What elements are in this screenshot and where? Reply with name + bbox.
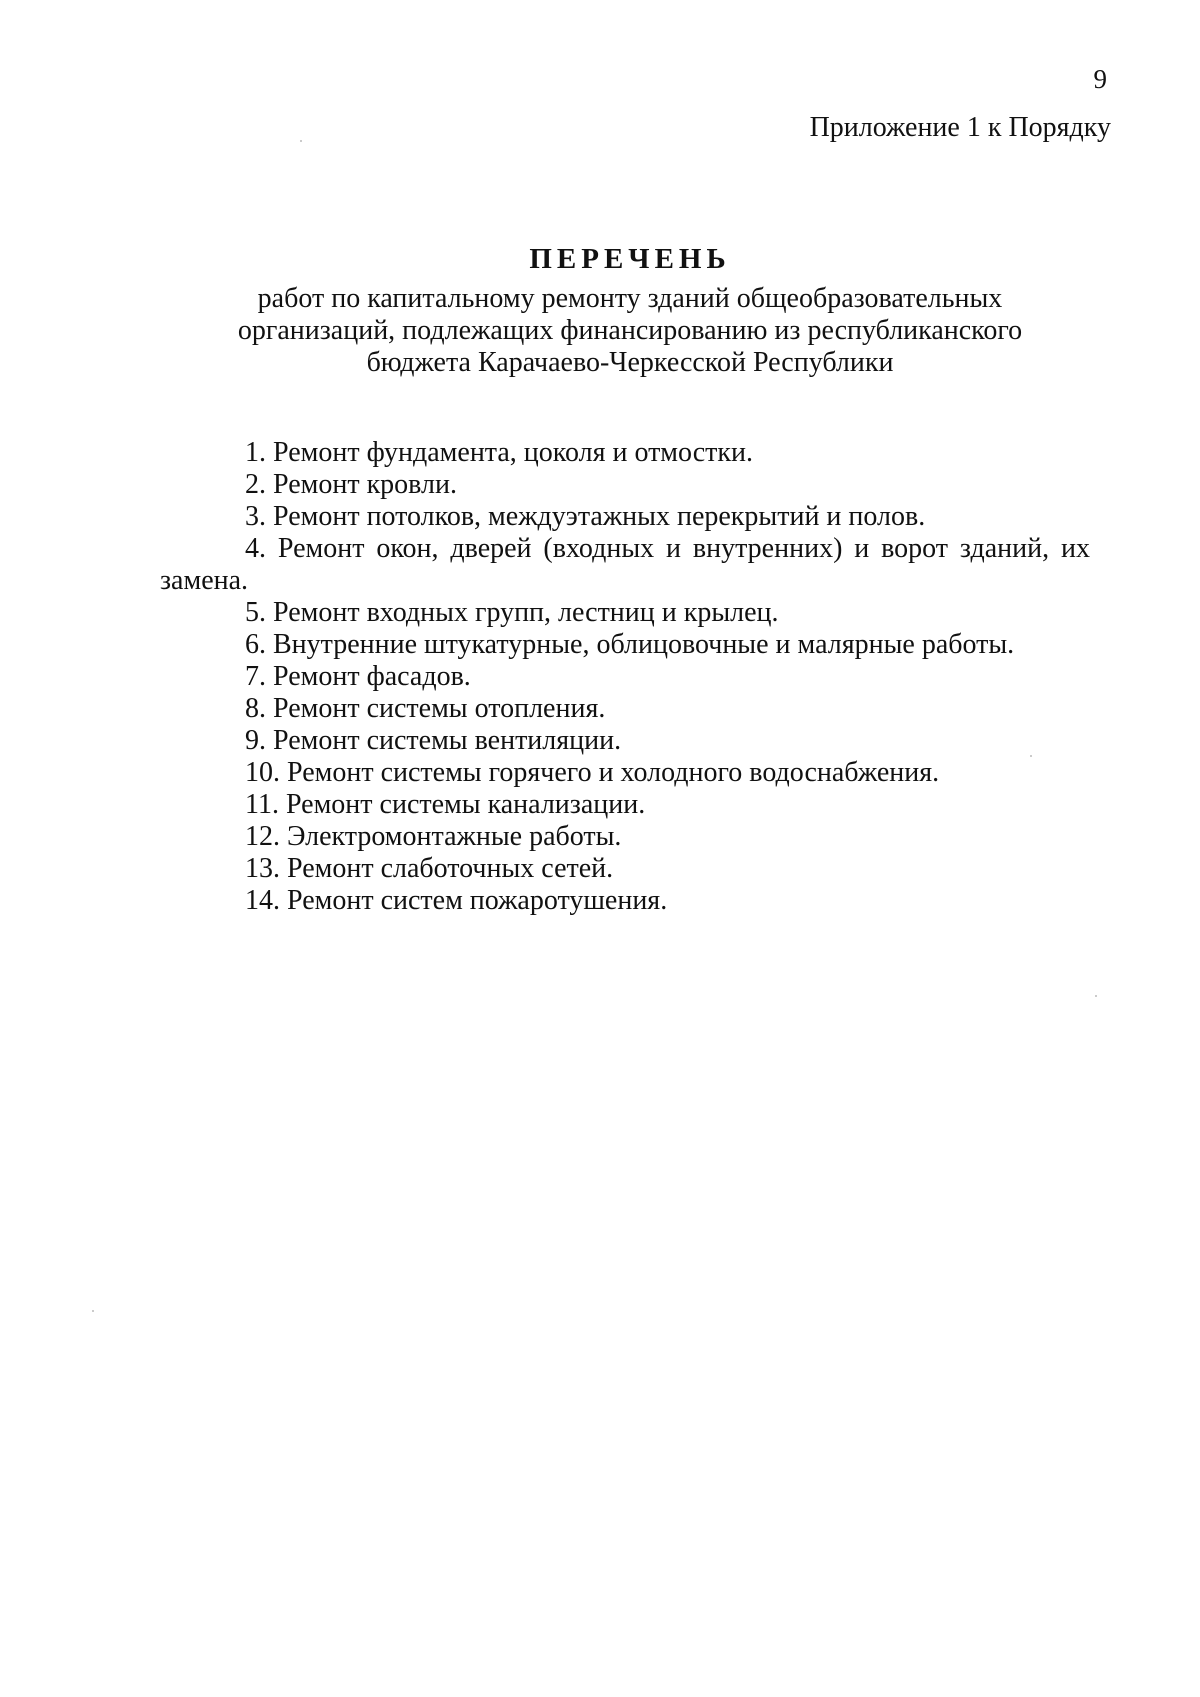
document-heading: ПЕРЕЧЕНЬ xyxy=(529,243,731,275)
document-subtitle-line: работ по капитальному ремонту зданий общеобразовательных xyxy=(257,283,1003,314)
list-item: 1. Ремонт фундамента, цоколя и отмостки. xyxy=(245,437,753,468)
scan-speck xyxy=(92,1310,94,1312)
list-item: 12. Электромонтажные работы. xyxy=(245,821,622,852)
list-item: 2. Ремонт кровли. xyxy=(245,469,457,500)
list-item: 5. Ремонт входных групп, лестниц и крылец. xyxy=(245,597,779,628)
scan-speck xyxy=(1095,995,1097,997)
list-item: 3. Ремонт потолков, междуэтажных перекрытий и полов. xyxy=(245,501,926,532)
appendix-reference: Приложение 1 к Порядку xyxy=(809,112,1111,143)
list-item: 11. Ремонт системы канализации. xyxy=(245,789,646,820)
work-items-list xyxy=(160,437,1090,917)
document-subtitle-line: бюджета Карачаево-Черкесской Республики xyxy=(366,347,894,378)
list-item: 9. Ремонт системы вентиляции. xyxy=(245,725,622,756)
title-block xyxy=(130,245,1130,379)
document-subtitle-line: организаций, подлежащих финансированию из республиканского xyxy=(237,315,1023,346)
list-item: 4. Ремонт окон, дверей (входных и внутренних) и ворот зданий, их замена. xyxy=(160,533,1090,596)
list-item: 10. Ремонт системы горячего и холодного водоснабжения. xyxy=(245,757,940,788)
list-item: 14. Ремонт систем пожаротушения. xyxy=(245,885,668,916)
scan-speck xyxy=(1030,755,1032,757)
scan-speck xyxy=(300,140,302,142)
list-item: 7. Ремонт фасадов. xyxy=(245,661,471,692)
list-item: 8. Ремонт системы отопления. xyxy=(245,693,606,724)
page-number: 9 xyxy=(1093,64,1107,94)
list-item: 13. Ремонт слаботочных сетей. xyxy=(245,853,614,884)
list-item: 6. Внутренние штукатурные, облицовочные и малярные работы. xyxy=(245,629,1015,660)
